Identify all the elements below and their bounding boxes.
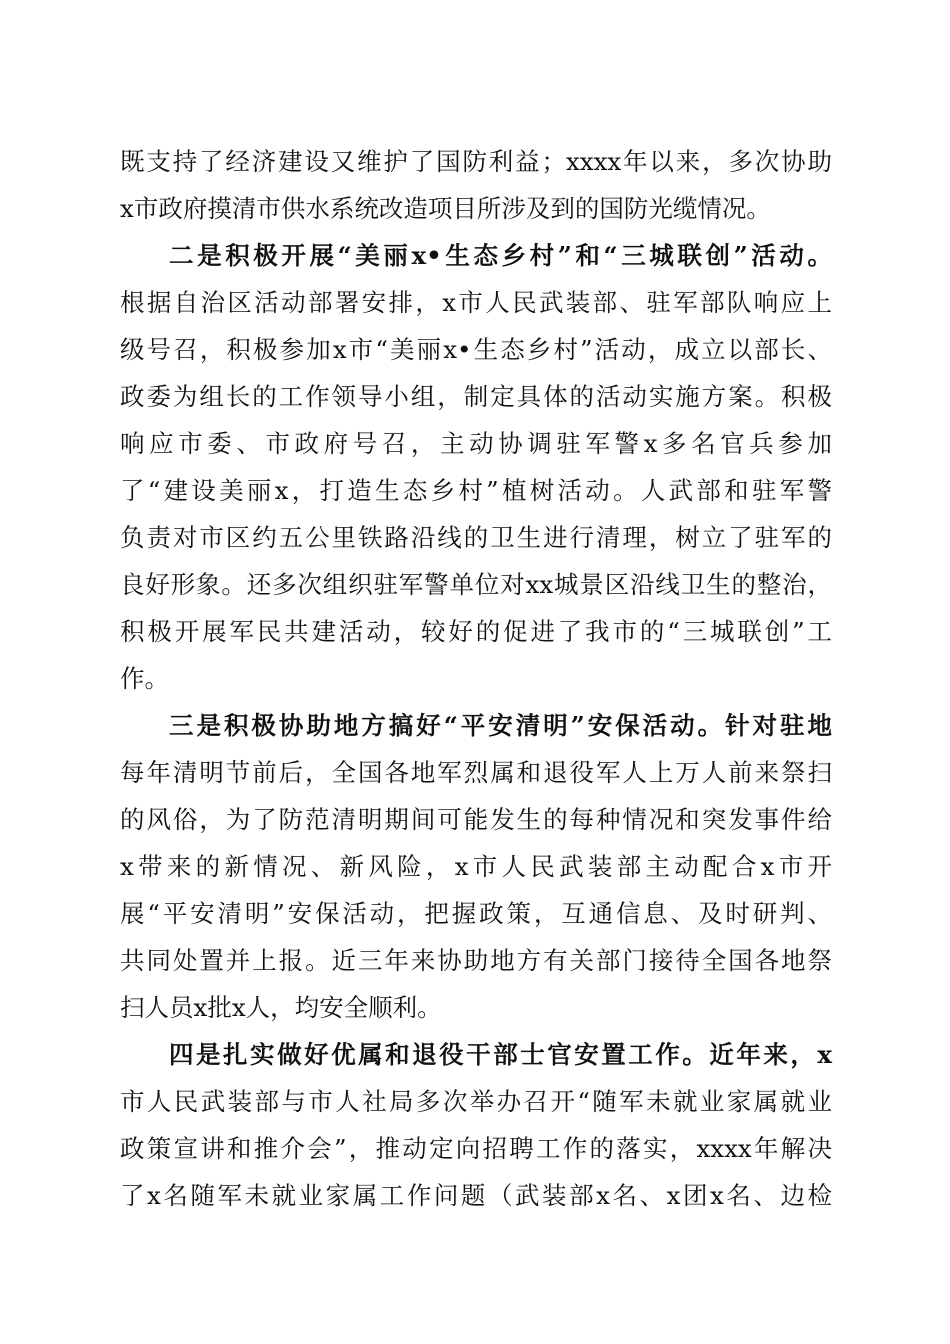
text-line-1: 既支持了经济建设又维护了国防利益；xxxx年以来，多次协助 <box>120 147 832 176</box>
text-line-14: 每年清明节前后，全国各地军烈属和退役军人上万人前来祭扫 <box>120 758 832 787</box>
text-line-22: 政策宣讲和推介会”，推动定向招聘工作的落实，xxxx年解决 <box>120 1134 832 1163</box>
section-heading-3-text: 三是积极协助地方搞好“平安清明”安保活动。针对驻地 <box>169 711 832 740</box>
text-line-23: 了x名随军未就业家属工作问题（武装部x名、x团x名、边检 <box>120 1181 832 1210</box>
section-heading-4-text: 四是扎实做好优属和退役干部士官安置工作。近年来，x <box>169 1040 832 1069</box>
section-heading-4 <box>169 1035 832 1075</box>
text-line-6: 政委为组长的工作领导小组，制定具体的活动实施方案。积极 <box>120 382 832 411</box>
text-line-16: x带来的新情况、新风险，x市人民武装部主动配合x市开 <box>120 852 832 881</box>
text-line-4: 根据自治区活动部署安排，x市人民武装部、驻军部队响应上 <box>120 288 832 317</box>
text-line-8: 了“建设美丽x，打造生态乡村”植树活动。人武部和驻军警 <box>120 476 832 505</box>
text-line-2: x市政府摸清市供水系统改造项目所涉及到的国防光缆情况。 <box>120 194 771 223</box>
text-line-7: 响应市委、市政府号召，主动协调驻军警x多名官兵参加 <box>120 429 832 458</box>
text-line-9: 负责对市区约五公里铁路沿线的卫生进行清理，树立了驻军的 <box>120 523 832 552</box>
text-line-15: 的风俗，为了防范清明期间可能发生的每种情况和突发事件给 <box>120 805 832 834</box>
text-line-12: 作。 <box>120 664 169 693</box>
section-heading-3 <box>169 706 832 746</box>
text-line-19: 扫人员x批x人，均安全顺利。 <box>120 993 442 1022</box>
text-line-17: 展“平安清明”安保活动，把握政策，互通信息、及时研判、 <box>120 899 832 928</box>
section-heading-2: 二是积极开展“美丽x•生态乡村”和“三城联创”活动。 <box>169 241 832 270</box>
text-line-5: 级号召，积极参加x市“美丽x•生态乡村”活动，成立以部长、 <box>120 335 832 364</box>
text-line-21: 市人民武装部与市人社局多次举办召开“随军未就业家属就业 <box>120 1087 832 1116</box>
text-line-11: 积极开展军民共建活动，较好的促进了我市的“三城联创”工 <box>120 617 832 646</box>
text-line-18: 共同处置并上报。近三年来协助地方有关部门接待全国各地祭 <box>120 946 832 975</box>
text-line-10: 良好形象。还多次组织驻军警单位对xx城景区沿线卫生的整治， <box>120 570 832 599</box>
